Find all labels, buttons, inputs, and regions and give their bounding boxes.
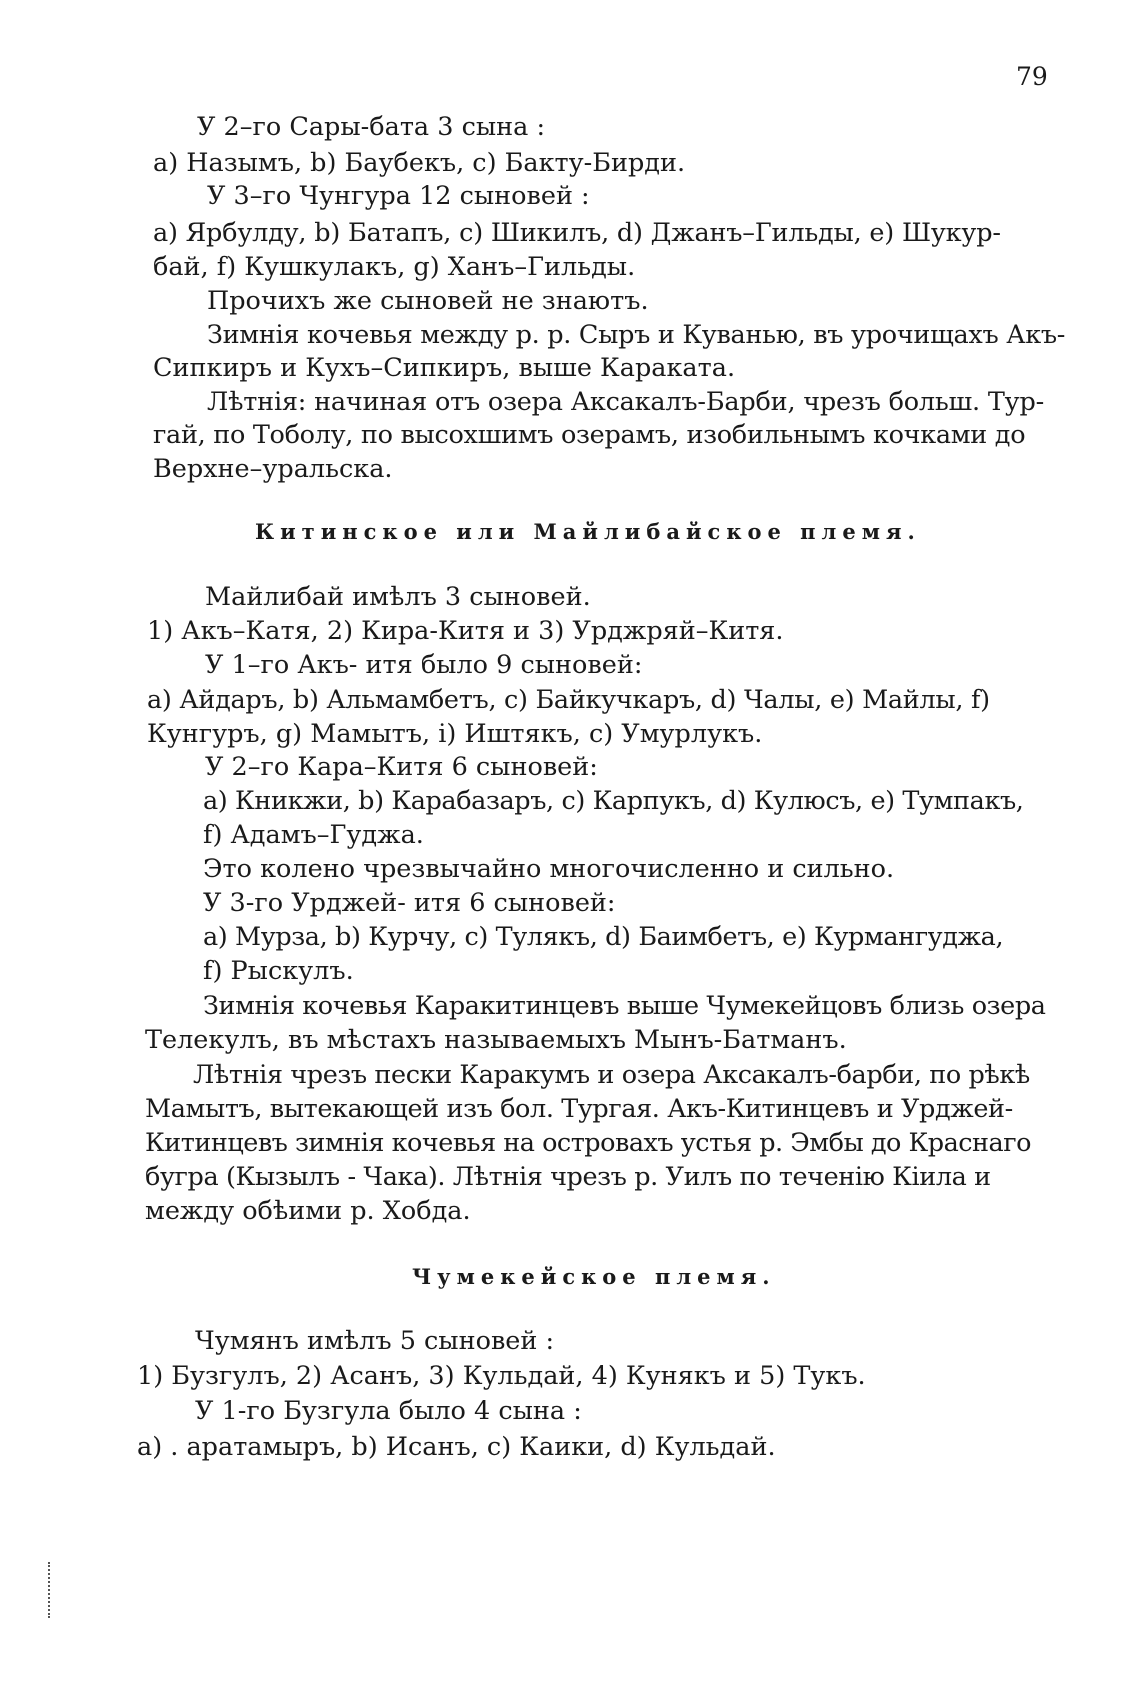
text-line: Китинцевъ зимнія кочевья на островахъ устья р. Эмбы до Краснаго (145, 1128, 1031, 1158)
text-line: f) Адамъ–Гуджа. (203, 820, 424, 850)
text-line: а) Ярбулду, b) Батапъ, с) Шикилъ, d) Джанъ–Гильды, е) Шукур- (153, 218, 1001, 248)
text-line: а) . аратамыръ, b) Исанъ, с) Каики, d) Кульдай. (137, 1432, 776, 1462)
text-line: У 2–го Сары-бата 3 сына : (197, 112, 546, 142)
text-line: Чумянъ имѣлъ 5 сыновей : (195, 1326, 555, 1356)
text-line: Лѣтнія: начиная отъ озера Аксакалъ-Барби, чрезъ больш. Тур- (207, 387, 1045, 417)
text-line: Мамытъ, вытекающей изъ бол. Тургая. Акъ-Китинцевъ и Урджей- (145, 1094, 1013, 1124)
section-heading: Чумекейское племя. (412, 1264, 776, 1289)
text-line: Кунгуръ, g) Мамытъ, i) Иштякъ, с) Умурлукъ. (147, 719, 763, 749)
margin-mark (48, 1562, 54, 1618)
text-line: а) Мурза, b) Курчу, с) Тулякъ, d) Баимбетъ, е) Курмангуджа, (203, 922, 1004, 952)
text-line: Телекулъ, въ мѣстахъ называемыхъ Мынъ-Батманъ. (145, 1025, 847, 1055)
text-line: f) Рыскулъ. (203, 956, 354, 986)
text-line: Зимнія кочевья между р. р. Сыръ и Куванью, въ урочищахъ Акъ- (207, 320, 1066, 350)
text-line: гай, по Тоболу, по высохшимъ озерамъ, изобильнымъ кочками до (153, 420, 1026, 450)
text-line: У 1-го Бузгула было 4 сына : (195, 1396, 582, 1426)
text-line: бай, f) Кушкулакъ, g) Ханъ–Гильды. (153, 252, 636, 282)
text-line: У 1–го Акъ- итя было 9 сыновей: (205, 650, 643, 680)
text-line: Майлибай имѣлъ 3 сыновей. (205, 582, 591, 612)
text-line: а) Айдаръ, b) Альмамбетъ, с) Байкучкаръ, d) Чалы, е) Майлы, f) (147, 685, 990, 715)
text-line: а) Кникжи, b) Карабазаръ, с) Карпукъ, d) Кулюсъ, е) Тумпакъ, (203, 786, 1024, 816)
text-line: бугра (Кызылъ - Чака). Лѣтнія чрезъ р. Уилъ по теченію Кіила и (145, 1162, 991, 1192)
text-line: Прочихъ же сыновей не знаютъ. (207, 286, 649, 316)
text-line: Зимнія кочевья Каракитинцевъ выше Чумекейцовъ близь озера (203, 991, 1046, 1021)
text-line: Лѣтнія чрезъ пески Каракумъ и озера Аксакалъ-барби, по рѣкѣ (193, 1060, 1030, 1090)
text-line: Это колено чрезвычайно многочисленно и сильно. (203, 854, 895, 884)
text-line: У 3–го Чунгура 12 сыновей : (207, 181, 590, 211)
page-number: 79 (1016, 62, 1048, 91)
text-line: У 3-го Урджей- итя 6 сыновей: (203, 888, 616, 918)
text-line: 1) Акъ–Катя, 2) Кира-Китя и 3) Урджряй–Китя. (147, 616, 784, 646)
text-line: 1) Бузгулъ, 2) Асанъ, 3) Кульдай, 4) Кунякъ и 5) Тукъ. (137, 1361, 866, 1391)
text-line: Верхне–уральска. (153, 454, 393, 484)
text-line: Сипкиръ и Кухъ–Сипкиръ, выше Караката. (153, 353, 736, 383)
text-line: У 2–го Кара–Китя 6 сыновей: (205, 752, 598, 782)
text-line: между обѣими р. Хобда. (145, 1196, 471, 1226)
section-heading: Китинское или Майлибайское племя. (255, 519, 921, 544)
text-line: а) Назымъ, b) Баубекъ, с) Бакту-Бирди. (153, 148, 686, 178)
